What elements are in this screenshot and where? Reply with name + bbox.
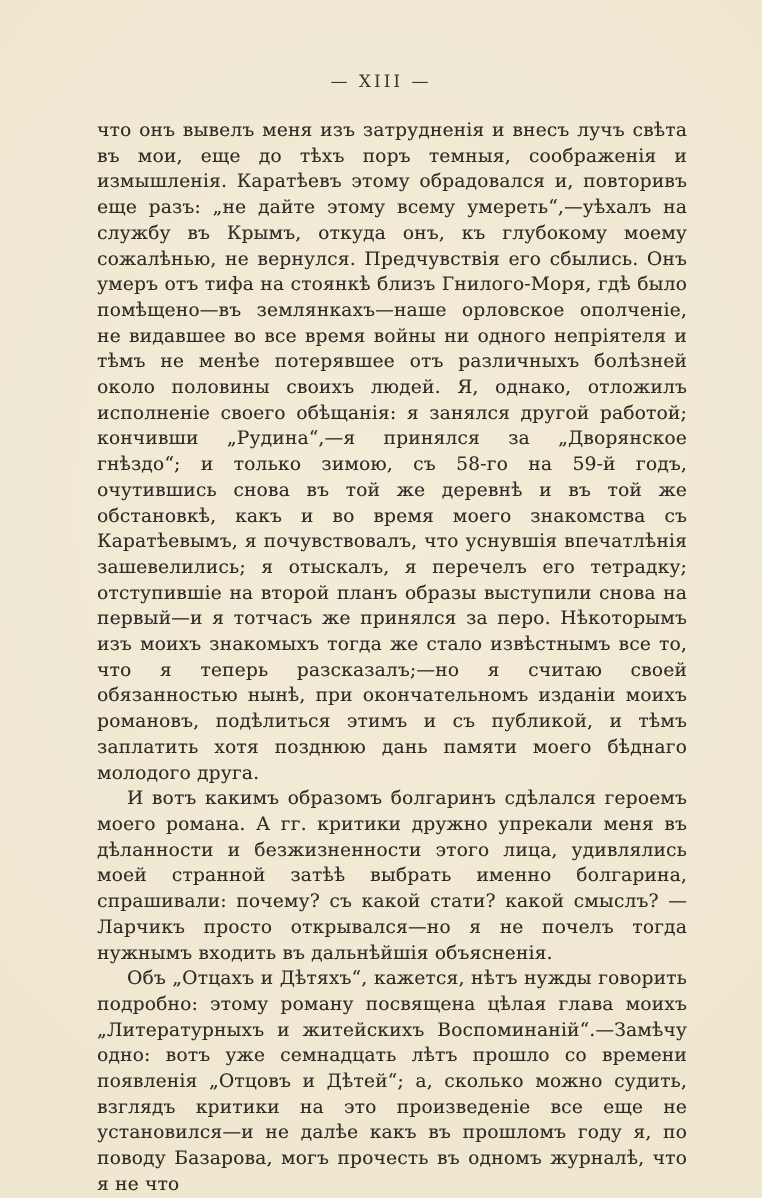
paragraph-continuation: что онъ вывелъ меня изъ затрудненія и внесъ лучъ свѣта въ мои, еще до тѣхъ поръ темныя, соображенія и измышленія. Каратѣевъ этому обрадовался и, повторивъ еще разъ: „не дайте этому всему умереть“,—уѣхалъ на службу въ Крымъ, откуда онъ, къ глубокому моему сожалѣнью, не вернулся. Предчувствія его сбылись. Онъ умеръ отъ тифа на стоянкѣ близъ Гнилого-Моря, гдѣ было помѣщено—въ землянкахъ—наше орловское ополченіе, не видавшее во все время войны ни одного непріятеля и тѣмъ не менѣе потерявшее отъ различныхъ болѣзней около половины своихъ людей. Я, однако, отложилъ исполненіе своего обѣщанія: я занялся другой работой; кончивши „Рудина“,—я принялся за „Дворянское гнѣздо“; и только зимою, съ 58-го на 59-й годъ, очутившись снова въ той же деревнѣ и въ той же обстановкѣ, какъ и во время моего знакомства съ Каратѣевымъ, я почувствовалъ, что уснувшія впечатлѣнія зашевелились; я отыскалъ, я перечелъ его тетрадку; отступившіе на второй планъ образы выступили снова на первый—и я тотчасъ же принялся за перо. Нѣкоторымъ изъ моихъ знакомыхъ тогда же стало извѣстнымъ все то, что я теперь разсказалъ;—но я считаю своей обязанностью нынѣ, при окончательномъ изданіи моихъ романовъ, подѣлиться этимъ и съ публикой, и тѣмъ заплатить хотя позднюю дань памяти моего бѣднаго молодого друга. (97, 120, 687, 784)
paragraph: И вотъ какимъ образомъ болгаринъ сдѣлался героемъ моего романа. А гг. критики дружно упрекали меня въ дѣланности и безжизненности этого лица, удивлялись моей странной затѣѣ выбрать именно болгарина, спрашивали: почему? съ какой стати? какой смыслъ? — Ларчикъ просто открывался—но я не почелъ тогда нужнымъ входить въ дальнѣйшія объясненія. (97, 788, 687, 964)
page-number: — XIII — (330, 72, 432, 92)
paragraph: Объ „Отцахъ и Дѣтяхъ“, кажется, нѣтъ нужды говорить подробно: этому роману посвящена цѣлая глава моихъ „Литературныхъ и житейскихъ Воспоминаній“.—Замѣчу одно: вотъ уже семнадцать лѣтъ прошло со времени появленія „Отцовъ и Дѣтей“; а, сколько можно судить, взглядъ критики на это произведеніе все еще не установился—и не далѣе какъ въ прошломъ году я, по поводу Базарова, могъ прочесть въ одномъ журналѣ, что я не что (97, 968, 687, 1195)
body-text-block (97, 118, 687, 1198)
